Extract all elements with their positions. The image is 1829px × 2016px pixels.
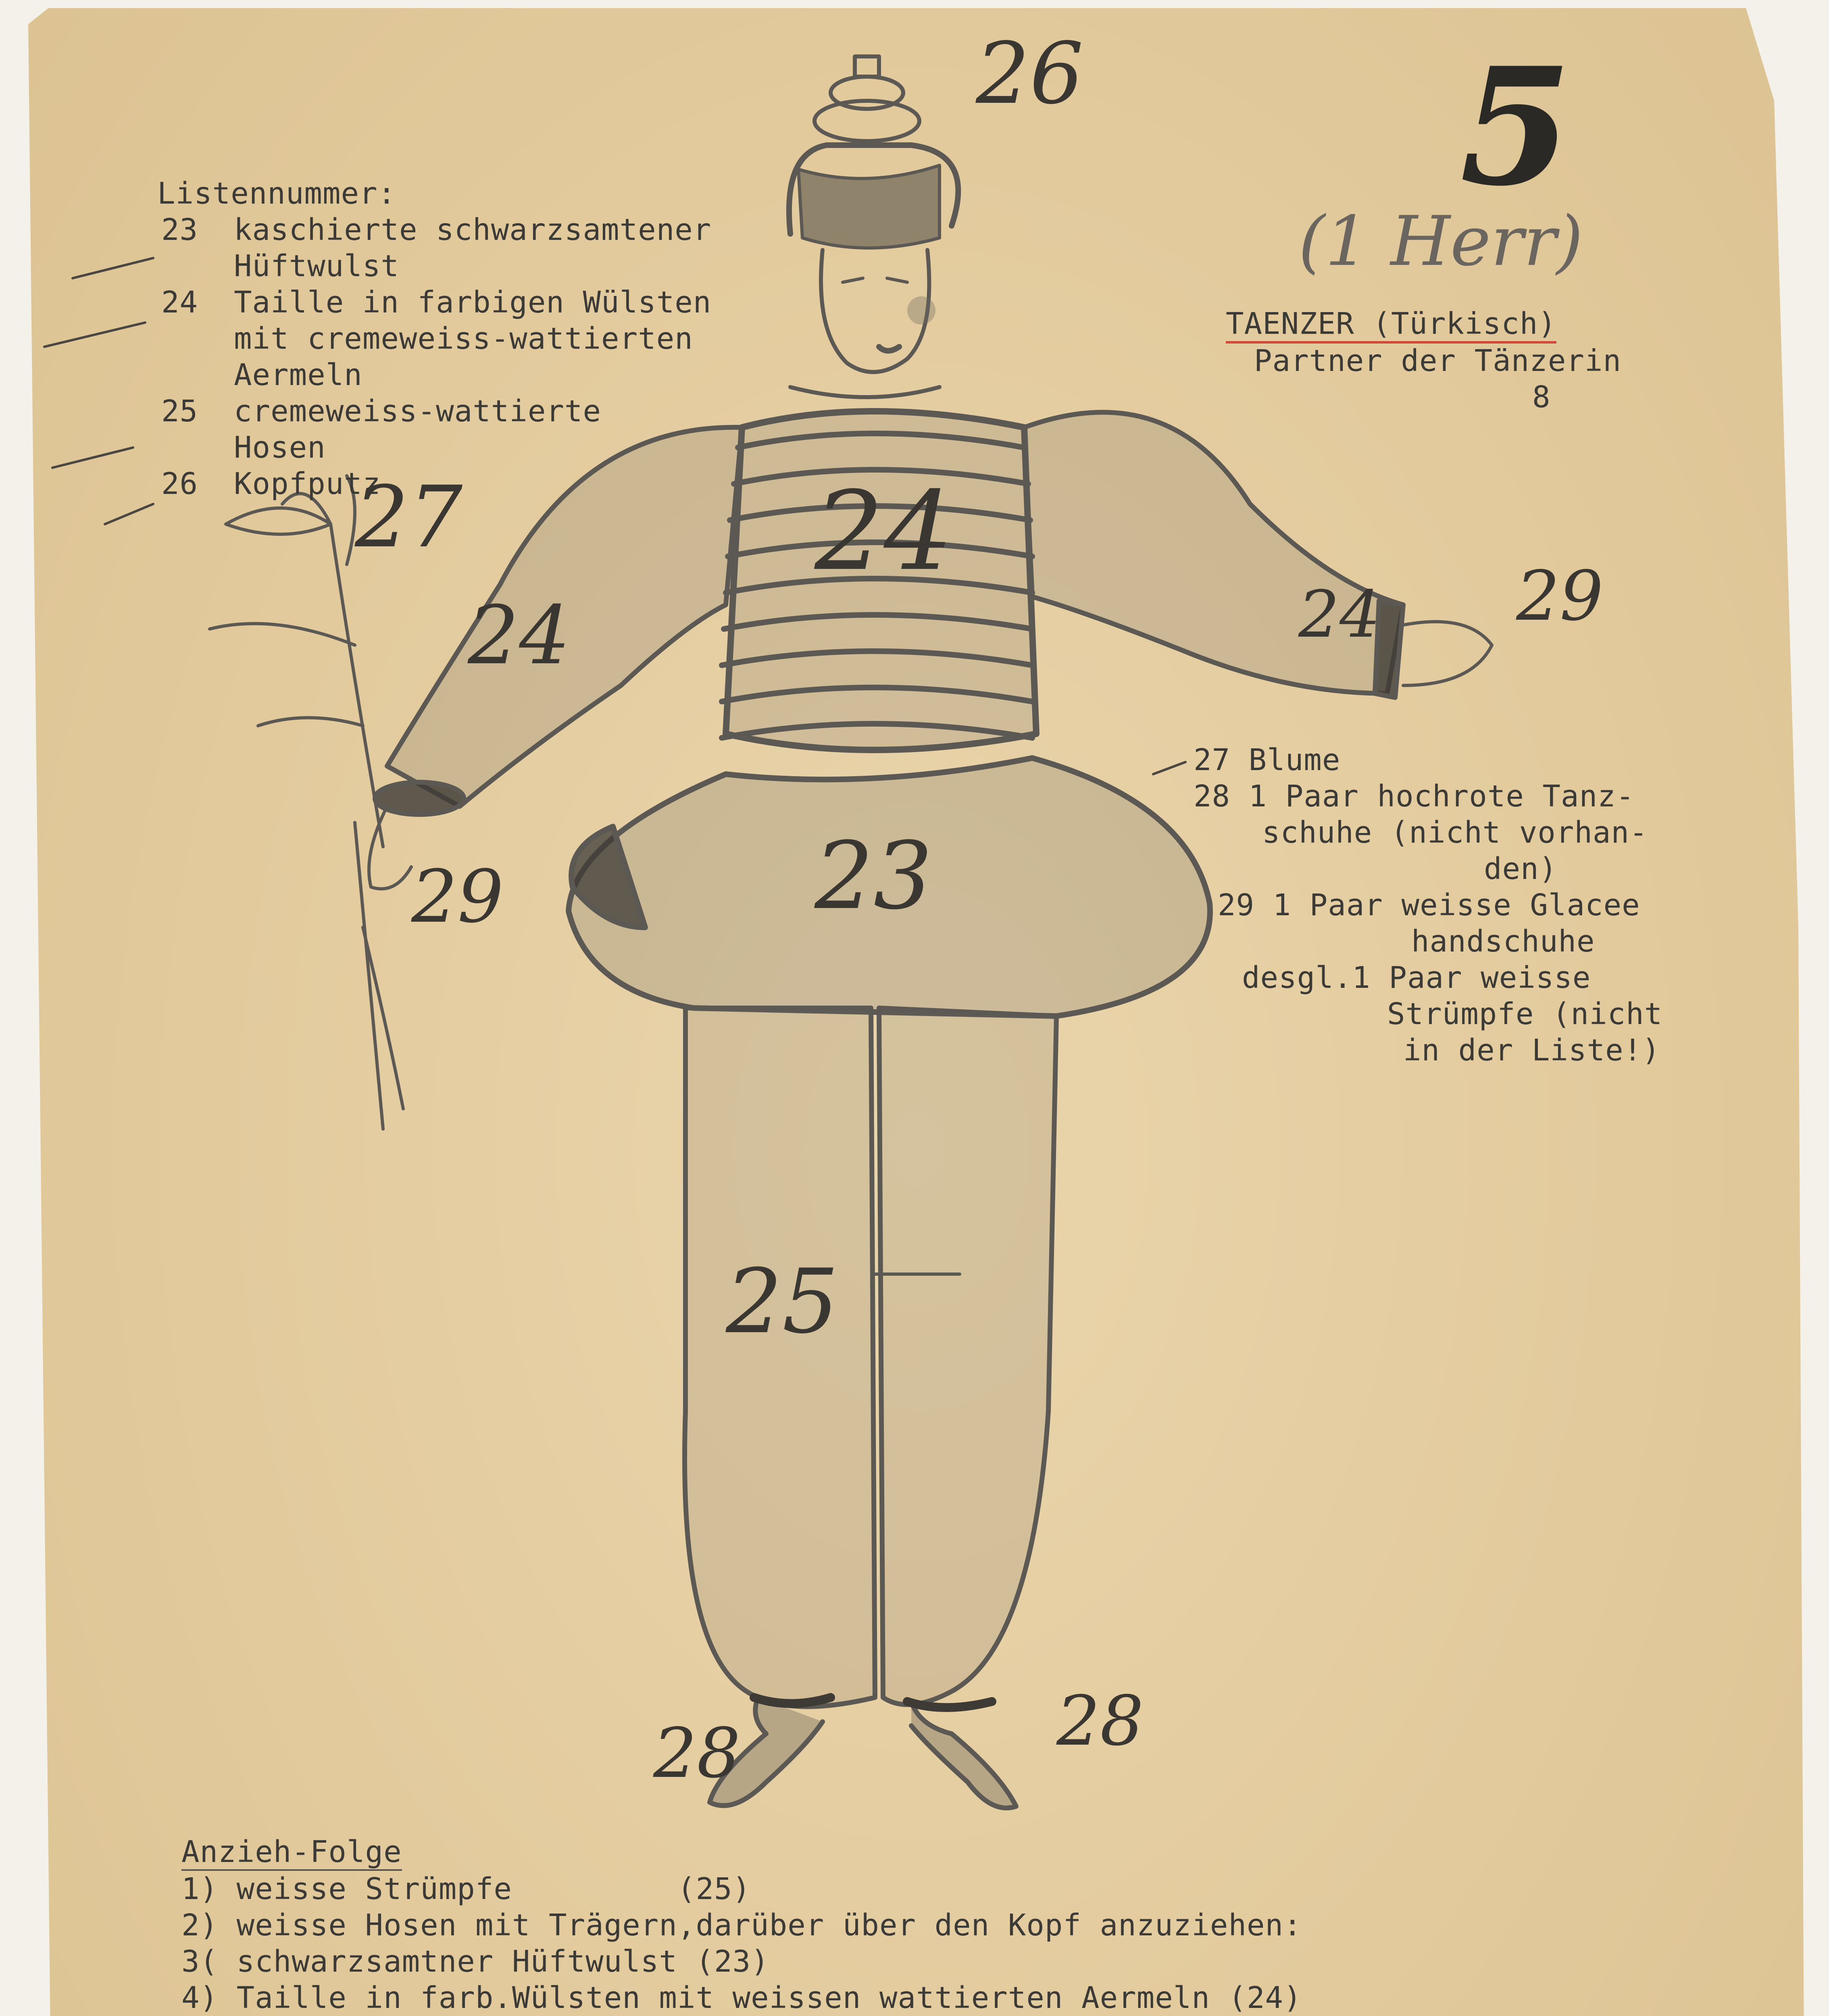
sequence-step-1: 1) weisse Strümpfe (25) xyxy=(181,1872,751,1906)
label-trousers: 25 xyxy=(726,1250,839,1353)
role-subtitle-number: 8 xyxy=(1532,380,1551,414)
list-item-24-text: Taille in farbigen Wülsten xyxy=(234,285,712,320)
list-item-25-cont: Hosen xyxy=(234,430,326,465)
list-item-23-num: 23 xyxy=(161,212,198,247)
label-hat: 26 xyxy=(976,24,1084,123)
note-27: 27 Blume xyxy=(1194,743,1341,777)
note-28-b: schuhe (nicht vorhan- xyxy=(1262,815,1648,850)
label-sleeve-left: 24 xyxy=(468,589,571,683)
note-28-a: 28 1 Paar hochrote Tanz- xyxy=(1194,779,1635,814)
shoes-drawing xyxy=(710,1697,1016,1808)
sequence-step-2: 2) weisse Hosen mit Trägern,darüber über den Kopf anzuziehen: xyxy=(181,1908,1302,1943)
list-item-26-num: 26 xyxy=(161,467,198,501)
label-hand-right: 29 xyxy=(1516,556,1604,636)
list-item-26-text: Kopfputz xyxy=(234,467,381,501)
list-item-24-cont2: Aermeln xyxy=(234,358,362,392)
list-item-23-text: kaschierte schwarzsamtener xyxy=(234,212,712,247)
list-item-25-num: 25 xyxy=(161,394,198,429)
label-torso: 24 xyxy=(815,468,953,595)
list-item-24-cont: mit cremeweiss-wattierten xyxy=(234,321,693,356)
list-heading: Listennummer: xyxy=(157,176,396,211)
sequence-step-3: 3( schwarzsamtner Hüftwulst (23) xyxy=(181,1944,769,1979)
sequence-heading: Anzieh-Folge xyxy=(181,1835,402,1871)
label-flower: 27 xyxy=(355,468,463,566)
note-desgl-b: Strümpfe (nicht xyxy=(1387,997,1663,1031)
role-title: TAENZER (Türkisch) xyxy=(1226,306,1556,344)
right-sleeve-drawing xyxy=(1024,412,1492,698)
sequence-step-4: 4) Taille in farb.Wülsten mit weissen wattierten Aermeln (24) xyxy=(181,1981,1302,2015)
sheet-number: 5 xyxy=(1460,32,1572,222)
note-desgl-a: desgl.1 Paar weisse xyxy=(1242,960,1591,995)
label-hip: 23 xyxy=(815,823,933,930)
list-item-25-text: cremeweiss-wattierte xyxy=(234,394,602,429)
note-29-b: handschuhe xyxy=(1411,924,1595,959)
label-shoe-left: 28 xyxy=(653,1714,741,1793)
note-28-c: den) xyxy=(1484,852,1558,886)
label-hand-left: 29 xyxy=(411,855,504,939)
label-sleeve-right: 24 xyxy=(1298,577,1381,652)
role-subtitle: Partner der Tänzerin xyxy=(1254,344,1622,378)
face-drawing xyxy=(821,250,935,372)
trousers-drawing xyxy=(685,1008,1056,1707)
hat-drawing xyxy=(789,56,958,248)
label-shoe-right: 28 xyxy=(1056,1681,1144,1761)
sheet-subnote: (1 Herr) xyxy=(1298,202,1583,281)
list-item-24-num: 24 xyxy=(161,285,198,320)
list-item-23-cont: Hüftwulst xyxy=(234,249,399,283)
note-desgl-c: in der Liste!) xyxy=(1403,1033,1660,1068)
note-29-a: 29 1 Paar weisse Glacee xyxy=(1218,888,1640,923)
